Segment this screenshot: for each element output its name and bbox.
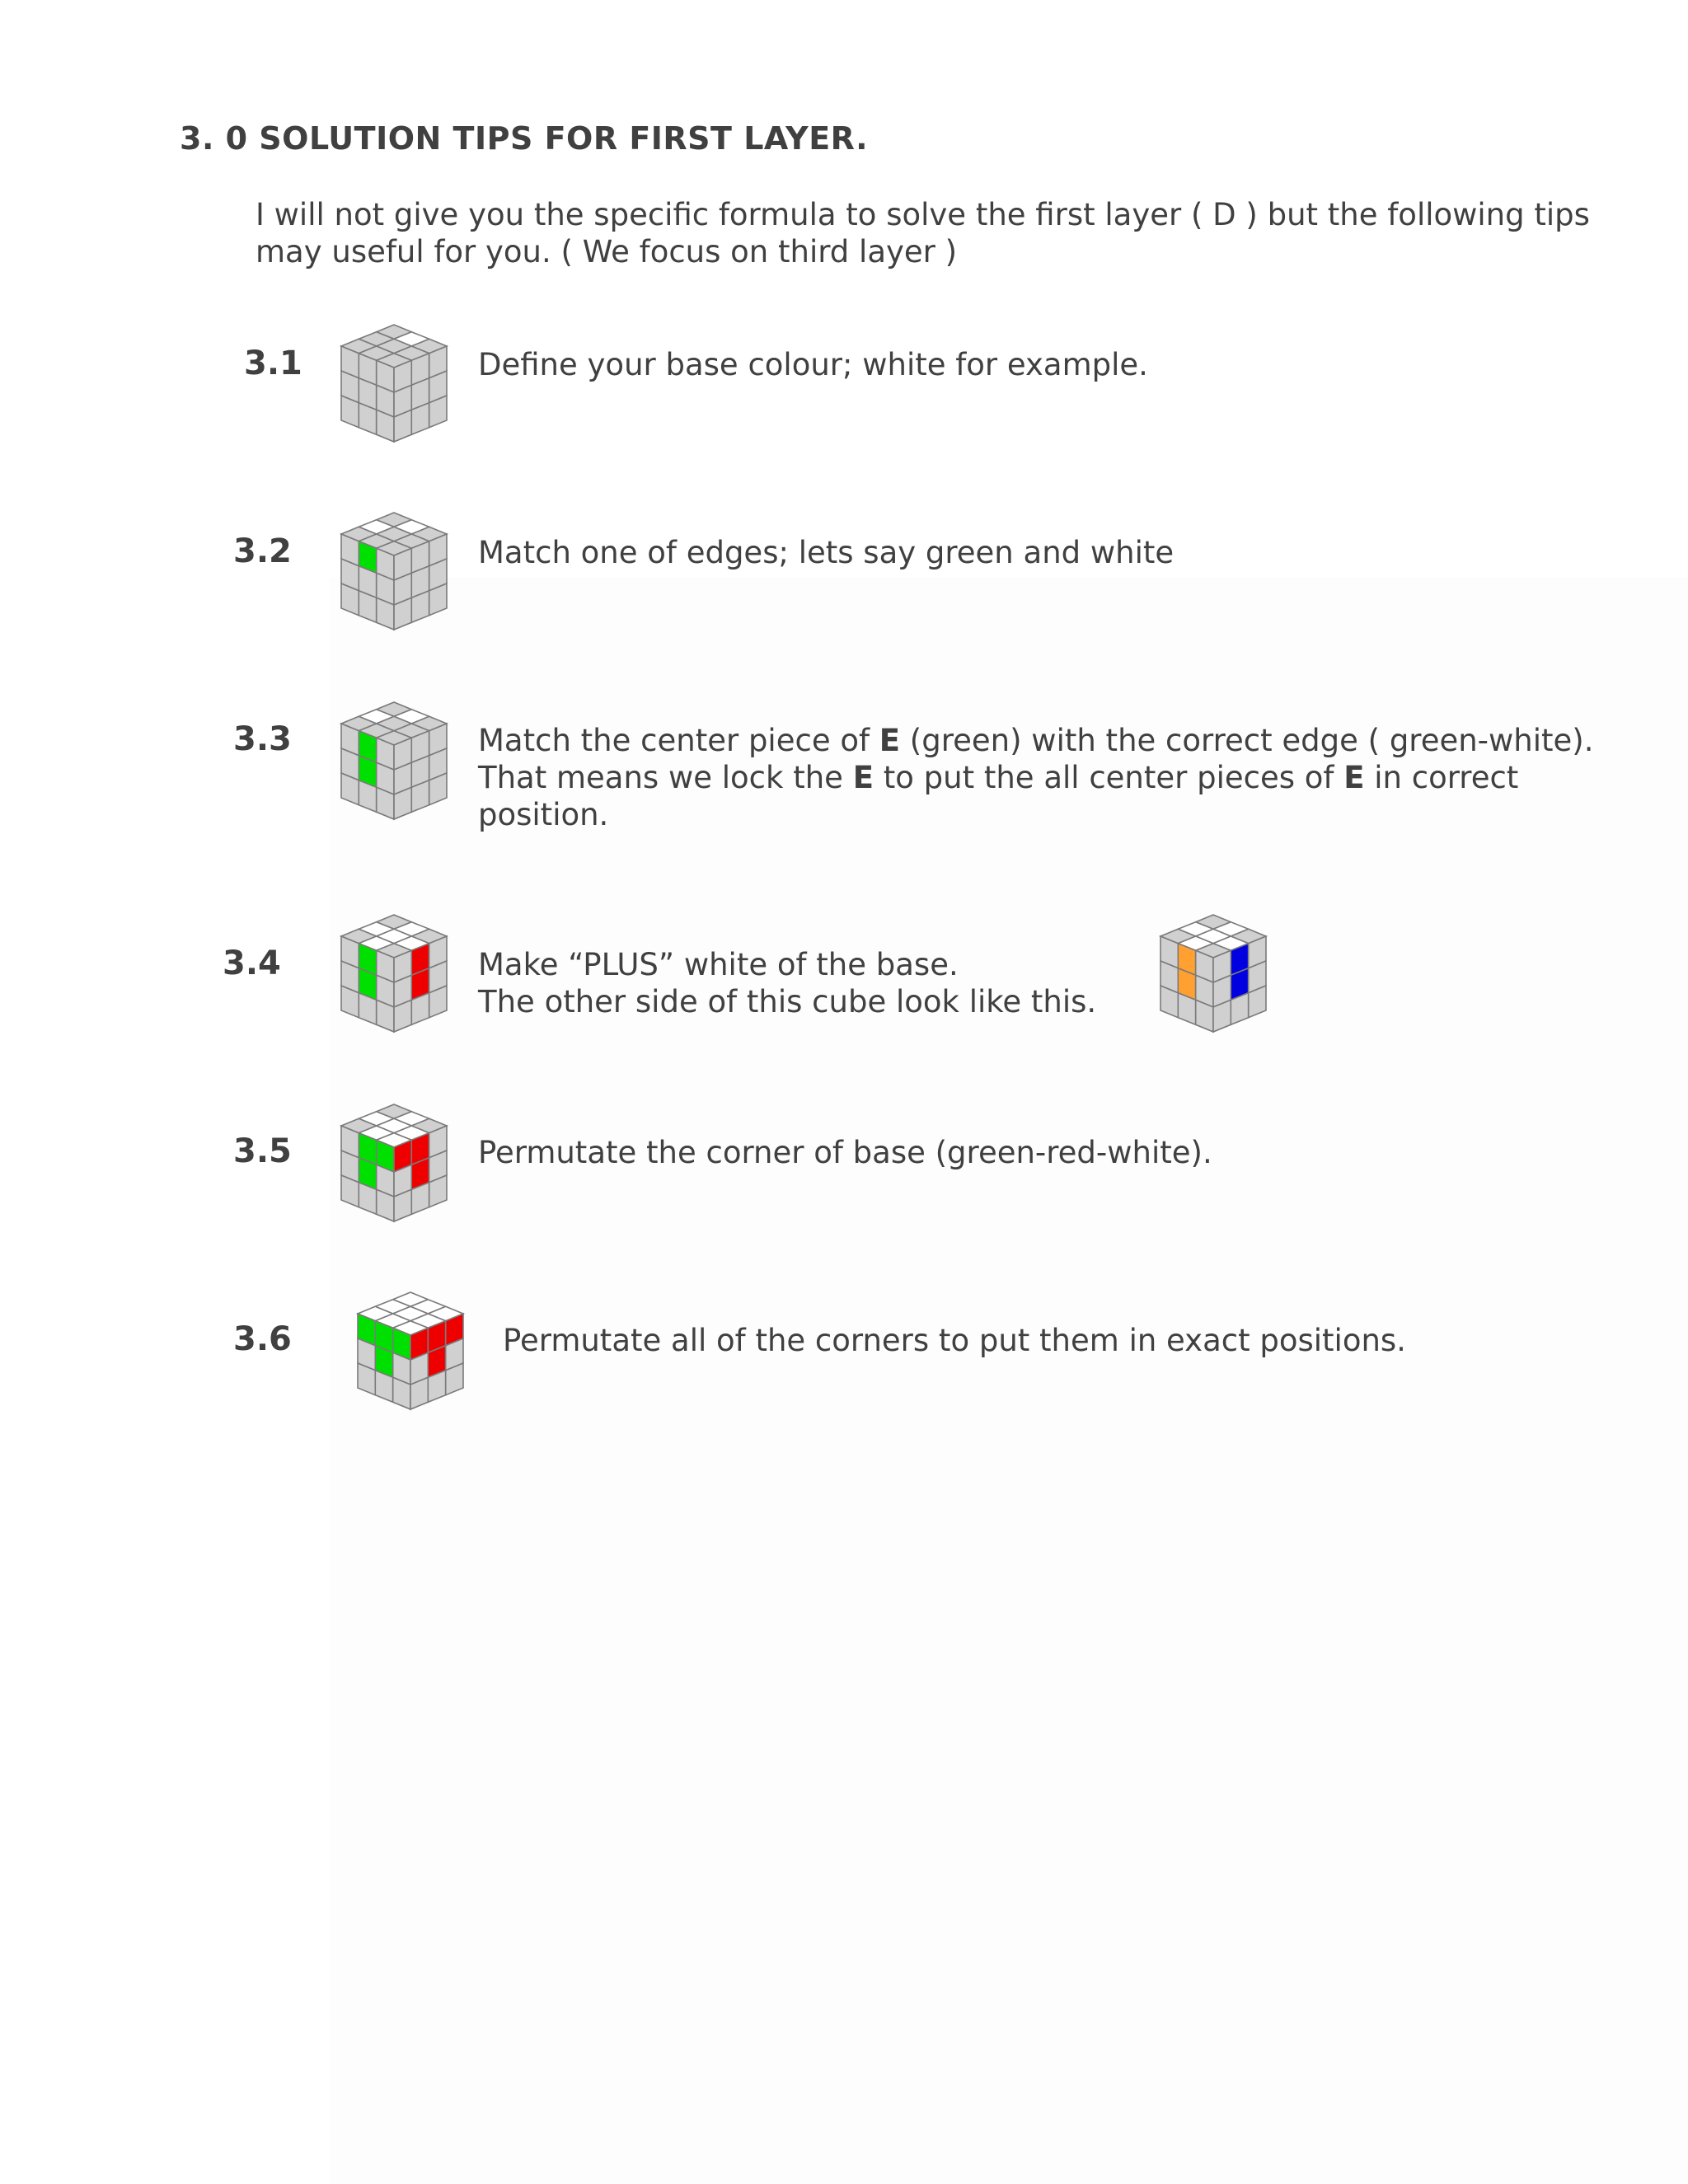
cube-3-4-back-icon	[1156, 912, 1271, 1035]
cube-3-1-icon	[336, 321, 452, 445]
step-3-4-line2: The other side of this cube look like this.	[478, 984, 1097, 1019]
step-text-3-5: Permutate the corner of base (green-red-white).	[478, 1135, 1212, 1170]
step-number-3-2: 3.2	[233, 532, 292, 570]
cube-3-5-icon	[336, 1101, 452, 1225]
cube-3-4-icon	[336, 912, 452, 1035]
step-3-3-line1: Match the center piece of E (green) with the correct edge ( green-white).	[478, 723, 1594, 758]
step-text-3-4	[478, 946, 1096, 1020]
step-3-4-line1: Make “PLUS” white of the base.	[478, 947, 959, 982]
step-number-3-3: 3.3	[233, 720, 292, 758]
step-3-3-line2: That means we lock the E to put the all center pieces of E in correct	[478, 760, 1519, 795]
step-number-3-6: 3.6	[233, 1320, 292, 1358]
cube-3-2-icon	[336, 509, 452, 633]
step-text-3-2: Match one of edges; lets say green and white	[478, 535, 1175, 570]
step-number-3-5: 3.5	[233, 1132, 292, 1170]
step-text-3-6: Permutate all of the corners to put them in exact positions.	[503, 1323, 1406, 1358]
step-text-3-1: Define your base colour; white for example.	[478, 347, 1148, 382]
cube-3-3-icon	[336, 699, 452, 823]
cube-3-6-icon	[353, 1289, 468, 1413]
step-number-3-4: 3.4	[223, 944, 281, 982]
step-number-3-1: 3.1	[244, 344, 302, 382]
step-3-3-line3: position.	[478, 797, 609, 832]
step-text-3-3	[478, 722, 1594, 833]
section-heading: 3. 0 SOLUTION TIPS FOR FIRST LAYER.	[180, 120, 869, 157]
intro-paragraph: I will not give you the specific formula to solve the first layer ( D ) but the following tips may useful for you. ( We focus on third layer )	[256, 197, 1590, 269]
